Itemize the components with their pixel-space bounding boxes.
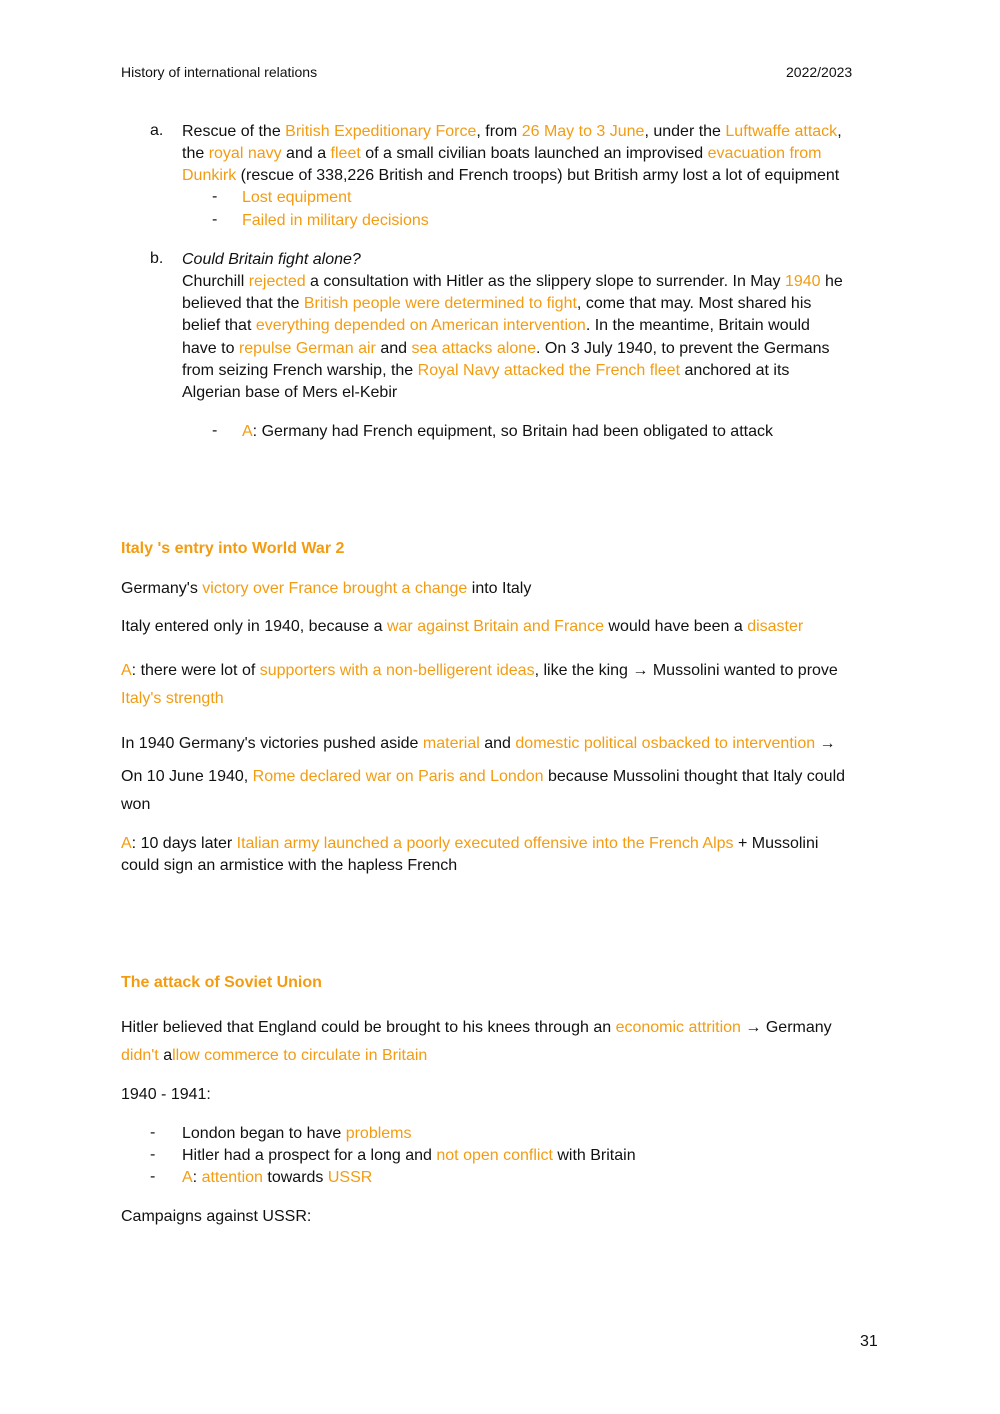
highlighted-text: llow commerce to circulate in Britain (172, 1047, 428, 1064)
section-b-line-1 (182, 272, 843, 292)
highlighted-text: rejected (248, 273, 306, 290)
text-segment: → Germany (740, 1019, 832, 1036)
text-segment: believed that the (182, 295, 304, 312)
soviet-paragraph-1b (121, 1046, 427, 1066)
text-segment: and (479, 735, 516, 752)
section-b-line-4 (182, 339, 830, 359)
text-segment: Rescue of the (182, 123, 286, 140)
text-segment: would have been a (603, 618, 748, 635)
text-segment: 1940 - 1941: (121, 1086, 211, 1103)
soviet-paragraph-3 (121, 1207, 311, 1227)
text-segment: belief that (182, 317, 256, 334)
text-segment: : there were lot of (131, 662, 260, 679)
highlighted-text: victory over France brought a change (202, 580, 468, 597)
highlighted-text: attention (201, 1169, 263, 1186)
bullet-lost-equipment: Lost equipment (242, 189, 352, 206)
section-a-line-1 (182, 122, 842, 142)
italy-paragraph-1 (121, 579, 531, 599)
soviet-paragraph-1a (121, 1018, 832, 1038)
highlighted-text: fleet (330, 145, 361, 162)
text-segment: , under the (644, 123, 726, 140)
text-segment: , (837, 123, 842, 140)
text-segment: could sign an armistice with the hapless French (121, 857, 458, 874)
italy-paragraph-3a (121, 661, 838, 681)
italy-paragraph-4a (121, 734, 836, 754)
section-a-line-2 (182, 144, 821, 164)
text-segment: and a (281, 145, 331, 162)
highlighted-text: economic attrition (615, 1019, 741, 1036)
text-segment: : Germany had French equipment, so Britain had been obligated to attack (252, 423, 773, 440)
text-segment: . In the meantime, Britain would (585, 317, 810, 334)
highlighted-text: Luftwaffe attack (725, 123, 838, 140)
text-segment: Algerian base of Mers el-Kebir (182, 384, 398, 401)
text-segment: won (121, 796, 151, 813)
highlighted-text: not open conflict (436, 1147, 553, 1164)
text-segment: , like the king → Mussolini wanted to prove (534, 662, 838, 679)
text-segment: a (158, 1047, 173, 1064)
list-marker-a: a. (150, 122, 164, 139)
highlighted-text: war against Britain and France (386, 618, 604, 635)
header-academic-year: 2022/2023 (786, 64, 853, 80)
text-segment: the (182, 145, 209, 162)
highlighted-text: 26 May to 3 June (521, 123, 645, 140)
soviet-bullet-2 (182, 1146, 636, 1166)
text-segment: Hitler had a prospect for a long and (182, 1147, 437, 1164)
text-segment: and (375, 340, 412, 357)
highlighted-text: domestic political osbacked to intervention (515, 735, 816, 752)
highlighted-text: Italian army launched a poorly executed offensive into the French Alps (236, 835, 734, 852)
highlighted-text: evacuation from (707, 145, 822, 162)
highlighted-text: everything depended on American intervention (255, 317, 586, 334)
text-segment: into Italy (467, 580, 532, 597)
text-segment: of a small civilian boats launched an improvised (360, 145, 708, 162)
italy-paragraph-5a (121, 834, 818, 854)
text-segment: London began to have (182, 1125, 346, 1142)
highlighted-text: A (242, 423, 253, 440)
highlighted-text: material (422, 735, 480, 752)
text-segment: . On 3 July 1940, to prevent the Germans (536, 340, 830, 357)
highlighted-text: Dunkirk (182, 167, 237, 184)
soviet-bullet-3 (182, 1168, 372, 1188)
text-segment: On 10 June 1940, (121, 768, 253, 785)
text-segment: Germany's (121, 580, 203, 597)
text-segment: Campaigns against USSR: (121, 1208, 312, 1225)
page-number: 31 (860, 1333, 878, 1350)
text-segment: + Mussolini (733, 835, 819, 852)
highlighted-text: repulse German air (238, 340, 376, 357)
text-segment: he (820, 273, 843, 290)
header-course-title: History of international relations (121, 64, 318, 80)
bullet-dash: - (212, 422, 218, 439)
highlighted-text: Rome declared war on Paris and London (252, 768, 544, 785)
bullet-dash: - (150, 1146, 156, 1163)
highlighted-text: Royal Navy attacked the French fleet (417, 362, 681, 379)
highlighted-text: A (121, 835, 132, 852)
highlighted-text: supporters with a non-belligerent ideas (259, 662, 535, 679)
soviet-paragraph-2 (121, 1085, 211, 1105)
text-segment: anchored at its (680, 362, 790, 379)
bullet-dash: - (212, 188, 218, 205)
text-segment: → (815, 735, 836, 752)
text-segment: , come that may. Most shared his (576, 295, 812, 312)
highlighted-text: British Expeditionary Force (285, 123, 477, 140)
highlighted-text: problems (345, 1125, 412, 1142)
text-segment: because Mussolini thought that Italy could (543, 768, 846, 785)
section-b-line-6 (182, 383, 397, 403)
bullet-dash: - (150, 1124, 156, 1141)
list-marker-b: b. (150, 250, 164, 267)
text-segment: from seizing French warship, the (182, 362, 418, 379)
bullet-dash: - (212, 211, 218, 228)
italy-paragraph-3b (121, 689, 224, 709)
italy-paragraph-4b (121, 767, 845, 787)
highlighted-text: A (121, 662, 132, 679)
text-segment: (rescue of 338,226 British and French troops) but British army lost a lot of equipment (236, 167, 840, 184)
text-segment: Italy entered only in 1940, because a (121, 618, 387, 635)
section-b-answer (242, 422, 773, 442)
highlighted-text: royal navy (208, 145, 282, 162)
highlighted-text: Italy's strength (121, 690, 224, 707)
text-segment: : (192, 1169, 202, 1186)
bullet-failed-decisions: Failed in military decisions (242, 212, 429, 229)
italy-paragraph-4c (121, 795, 150, 815)
text-segment: In 1940 Germany's victories pushed aside (121, 735, 423, 752)
highlighted-text: USSR (327, 1169, 373, 1186)
heading-soviet-attack: The attack of Soviet Union (121, 974, 322, 991)
text-segment: : 10 days later (131, 835, 237, 852)
heading-italy-entry: Italy 's entry into World War 2 (121, 540, 345, 557)
text-segment: , from (476, 123, 522, 140)
highlighted-text: disaster (747, 618, 804, 635)
italy-paragraph-5b (121, 856, 457, 876)
text-segment: a consultation with Hitler as the slippery slope to surrender. In May (305, 273, 785, 290)
section-b-line-5 (182, 361, 789, 381)
text-segment: have to (182, 340, 239, 357)
text-segment: Churchill (182, 273, 249, 290)
bullet-dash: - (150, 1168, 156, 1185)
soviet-bullet-1 (182, 1124, 412, 1144)
highlighted-text: sea attacks alone (411, 340, 537, 357)
highlighted-text: 1940 (784, 273, 821, 290)
highlighted-text: didn't (121, 1047, 159, 1064)
section-b-line-2 (182, 294, 811, 314)
text-segment: with Britain (552, 1147, 636, 1164)
text-segment: Hitler believed that England could be brought to his knees through an (121, 1019, 616, 1036)
highlighted-text: A (182, 1169, 193, 1186)
italy-paragraph-2 (121, 617, 803, 637)
section-b-line-3 (182, 316, 810, 336)
highlighted-text: British people were determined to fight (303, 295, 577, 312)
text-segment: towards (262, 1169, 328, 1186)
section-a-line-3 (182, 166, 839, 186)
section-b-title: Could Britain fight alone? (182, 251, 361, 268)
